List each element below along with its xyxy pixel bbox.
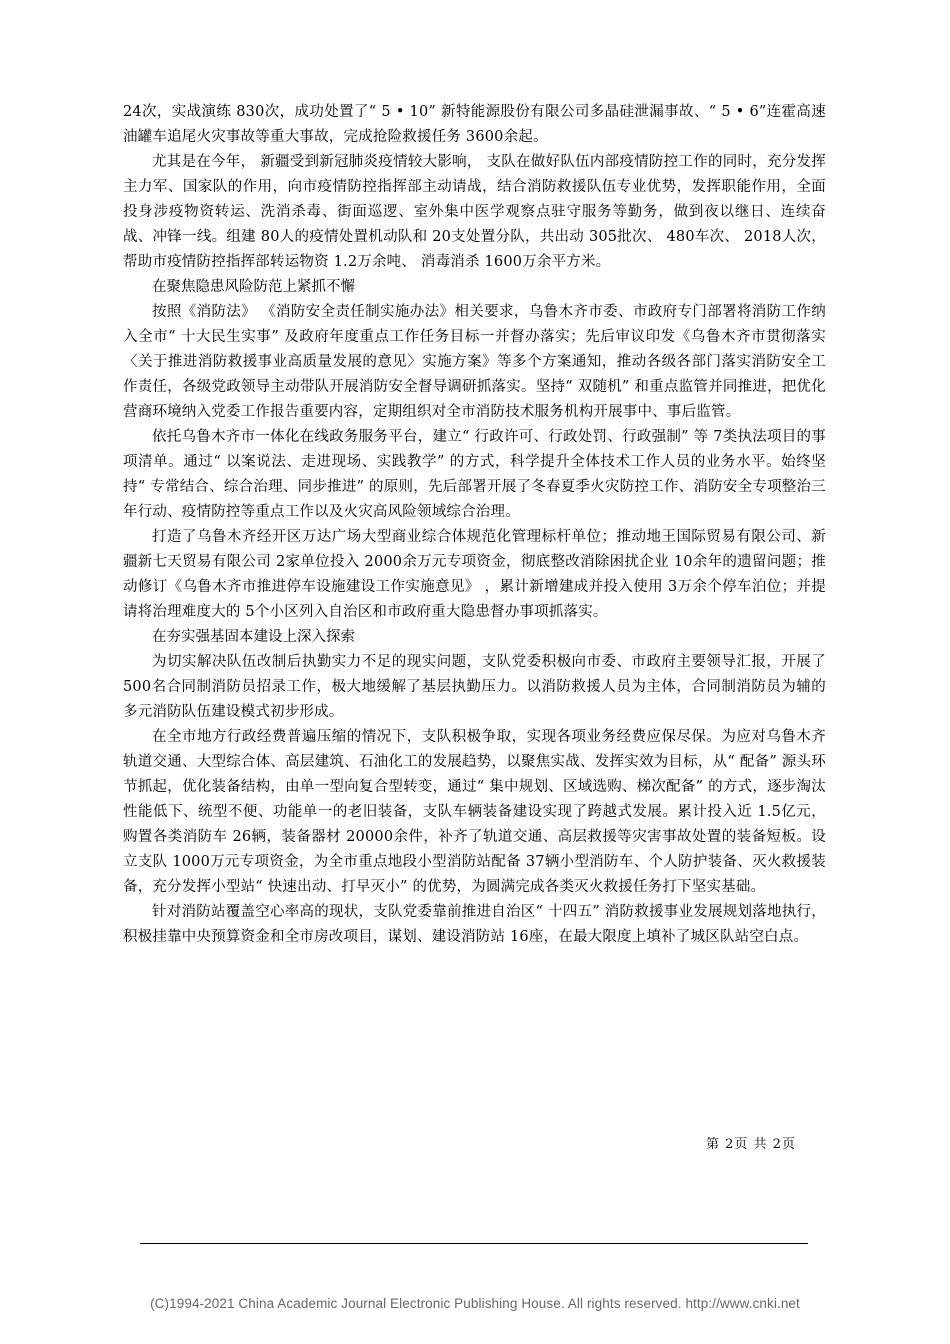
footer-divider xyxy=(140,1243,808,1244)
paragraph: 尤其是在今年， 新疆受到新冠肺炎疫情较大影响， 支队在做好队伍内部疫情防控工作的同时，充分发挥主力军、国家队的作用，向市疫情防控指挥部主动请战，结合消防救援队伍专业优势，发挥职能作用，全面投身涉疫物资转运、洗消杀毒、街面巡逻、室外集中医学观察点驻守服务等勤务，做到夜以继日、连续奋战、冲锋一线。组建 80人的疫情处置机动队和 20支处置分队，共出动 305批次、 480车次、 2018人次， 帮助市疫情防控指挥部转运物资 1.2万余吨、 消毒消杀 1600万余平方米。 xyxy=(123,154,826,270)
paragraph: 依托乌鲁木齐市一体化在线政务服务平台，建立“ 行政许可、行政处罚、行政强制” 等 7类执法项目的事项清单。通过“ 以案说法、走进现场、实践教学” 的方式，科学提升全体技术工作人员的业务水平。始终坚持“ 专常结合、综合治理、同步推进” 的原则，先后部署开展了冬春夏季火灾防控工作、消防安全专项整治三年行动、疫情防控等重点工作以及火灾高风险领域综合治理。 xyxy=(123,429,826,520)
section-heading: 在夯实强基固本建设上深入探索 xyxy=(152,629,355,645)
page-number: 第 2页 共 2页 xyxy=(706,1137,796,1152)
copyright-notice: (C)1994-2021 China Academic Journal Electronic Publishing House. All rights reserved. http://www.cnki.net xyxy=(150,1296,800,1311)
section-heading: 在聚焦隐患风险防范上紧抓不懈 xyxy=(152,279,355,295)
paragraph: 针对消防站覆盖空心率高的现状，支队党委靠前推进自治区“ 十四五” 消防救援事业发展规划落地执行，积极挂靠中央预算资金和全市房改项目，谋划、建设消防站 16座，在最大限度上填补了城区队站空白点。 xyxy=(123,904,826,945)
paragraph: 打造了乌鲁木齐经开区万达广场大型商业综合体规范化管理标杆单位；推动地王国际贸易有限公司、新疆新七天贸易有限公司 2家单位投入 2000余万元专项资金，彻底整改消除困扰企业 10余年的遗留问题；推动修订《乌鲁木齐市推进停车设施建设工作实施意见》 ，累计新增建成并投入使用 3万余个停车泊位；并提请将治理难度大的 5个小区列入自治区和市政府重大隐患督办事项抓落实。 xyxy=(123,529,826,620)
paragraph: 按照《消防法》 《消防安全责任制实施办法》相关要求，乌鲁木齐市委、市政府专门部署将消防工作纳入全市“ 十大民生实事” 及政府年度重点工作任务目标一并督办落实；先后审议印发《乌鲁木齐市贯彻落实〈关于推进消防救援事业高质量发展的意见〉实施方案》等多个方案通知，推动各级各部门落实消防安全工作责任，各级党政领导主动带队开展消防安全督导调研抓落实。坚持“ 双随机” 和重点监管并同推进，把优化营商环境纳入党委工作报告重要内容，定期组织对全市消防技术服务机构开展事中、事后监管。 xyxy=(123,304,826,420)
paragraph: 为切实解决队伍改制后执勤实力不足的现实问题，支队党委积极向市委、市政府主要领导汇报，开展了 500名合同制消防员招录工作，极大地缓解了基层执勤压力。以消防救援人员为主体，合同制消防员为辅的多元消防队伍建设模式初步形成。 xyxy=(123,654,826,720)
article-body xyxy=(123,100,826,950)
paragraph: 24次，实战演练 830次，成功处置了“ 5 • 10” 新特能源股份有限公司多晶硅泄漏事故、“ 5 • 6”连霍高速油罐车追尾火灾事故等重大事故，完成抢险救援任务 3600余起。 xyxy=(123,104,826,145)
paragraph: 在全市地方行政经费普遍压缩的情况下，支队积极争取，实现各项业务经费应保尽保。为应对乌鲁木齐轨道交通、大型综合体、高层建筑、石油化工的发展趋势，以聚焦实战、发挥实效为目标，从“ 配备” 源头环节抓起，优化装备结构，由单一型向复合型转变，通过“ 集中规划、区域选购、梯次配备” 的方式，逐步淘汰性能低下、统型不便、功能单一的老旧装备，支队车辆装备建设实现了跨越式发展。累计投入近 1.5亿元，购置各类消防车 26辆，装备器材 20000余件，补齐了轨道交通、高层救援等灾害事故处置的装备短板。设立支队 1000万元专项资金，为全市重点地段小型消防站配备 37辆小型消防车、个人防护装备、灭火救援装备，充分发挥小型站“ 快速出动、打早灭小” 的优势，为圆满完成各类灭火救援任务打下坚实基础。 xyxy=(123,729,826,895)
